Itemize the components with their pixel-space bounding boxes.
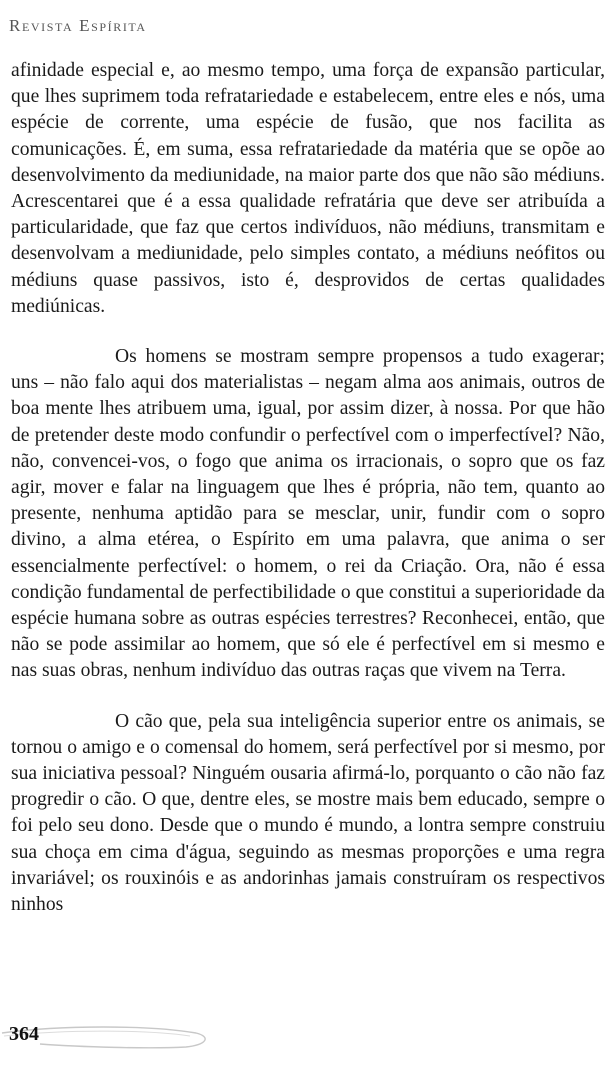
paragraph-animals-soul: Os homens se mostram sempre propensos a tudo exagerar; uns – não falo aqui dos materialistas – negam alma aos animais, outros de boa mente lhes atribuem uma, igual, por assim dizer, à nossa. Por que hão de pretender deste modo confundir o perfectível com o imperfectível? Não, não, convencei-vos, o fogo que anima os irracionais, o sopro que os faz agir, mover e falar na linguagem que lhes é própria, não tem, quanto ao presente, nenhuma aptidão para se mesclar, unir, fundir com o sopro divino, a alma etérea, o Espírito em uma palavra, que anima o ser essencialmente perfectível: o homem, o rei da Criação. Ora, não é essa condição fundamental de perfectibilidade o que constitui a superioridade da espécie humana sobre as outras espécies terrestres? Reconhecei, então, que não se pode assimilar ao homem, que só ele é perfectível em si mesmo e nas suas obras, nenhum indivíduo das outras raças que vivem na Terra.	[11, 346, 605, 682]
paragraph-dog: O cão que, pela sua inteligência superior entre os animais, se tornou o amigo e o comensal do homem, será perfectível por si mesmo, por sua iniciativa pessoal? Ninguém ousaria afirmá-lo, porquanto o cão não faz progredir o cão. O que, dentre eles, se mostre mais bem educado, sempre o foi pelo seu dono. Desde que o mundo é mundo, a lontra sempre construiu sua choça em cima d'água, seguindo as mesmas proporções e uma regra invariável; os rouxinóis e as andorinhas jamais construíram os respectivos ninhos	[11, 710, 605, 916]
paragraph-continued: afinidade especial e, ao mesmo tempo, uma força de expansão particular, que lhes suprimem toda refratariedade e estabelecem, entre eles e nós, uma espécie de corrente, uma espécie de fusão, que nos facilita as comunicações. É, em suma, essa refratariedade da matéria que se opõe ao desenvolvimento da mediunidade, na maior parte dos que não são médiuns. Acrescentarei que é a essa qualidade refratária que deve ser atribuída a particularidade, que faz que certos indivíduos, não médiuns, transmitam e desenvolvam a mediunidade, pelo simples contato, a médiuns neófitos ou médiuns quase passivos, isto é, desprovidos de certas qualidades mediúnicas.	[11, 60, 605, 317]
page-footer	[0, 1011, 615, 1071]
running-header-title: Revista Espírita	[9, 16, 147, 35]
page-number: 364	[9, 1023, 39, 1045]
page-body	[11, 58, 605, 918]
decorative-swoosh-icon	[0, 1011, 615, 1071]
